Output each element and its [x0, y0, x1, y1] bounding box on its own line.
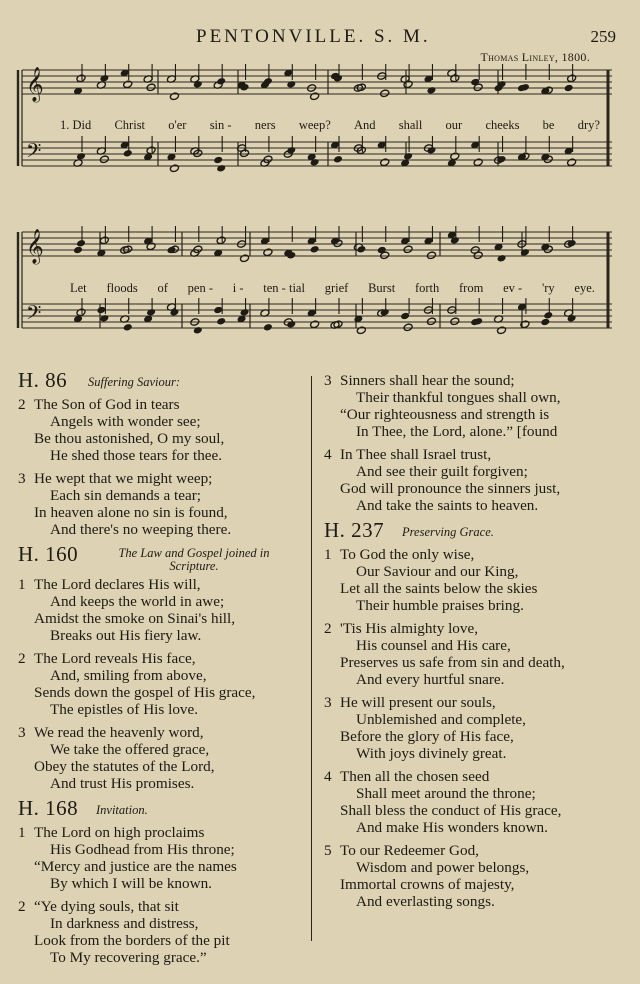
verse-line: “Mercy and justice are the names [34, 858, 237, 875]
note-head [123, 323, 133, 332]
note-head [543, 311, 553, 320]
hymn-title: Suffering Saviour: [88, 375, 181, 389]
verse-line: And there's no weeping there. [50, 521, 232, 538]
note-head [403, 80, 413, 89]
stanza-number: 3 [18, 470, 26, 487]
stanza-number: 3 [324, 694, 332, 711]
note-head [169, 164, 179, 173]
note-head [333, 155, 343, 164]
stanza-number: 1 [324, 546, 332, 563]
note-head [123, 80, 133, 89]
lyric-syllable: i - [232, 281, 244, 295]
note-head [310, 92, 320, 101]
note-head [146, 83, 156, 92]
page-number: 259 [590, 27, 616, 46]
stanza [324, 546, 624, 614]
note-head [356, 326, 366, 335]
note-head [169, 308, 179, 317]
stanza [324, 842, 624, 910]
hymn-title: The Law and Gospel joined in Scripture. [118, 546, 270, 573]
hymn-title: Preserving Grace. [402, 525, 494, 539]
note-head [76, 239, 86, 248]
verse-line: Shall meet around the throne; [356, 785, 536, 802]
note-head [497, 254, 507, 263]
hymn-number: H. 160 [18, 542, 79, 566]
verse-line: To My recovering grace.” [50, 949, 207, 966]
note-head [263, 323, 273, 332]
note-head [240, 149, 250, 158]
note-head [380, 89, 390, 98]
verse-text: 'Tis His almighty love, [340, 620, 479, 637]
note-head [216, 317, 226, 326]
verse-line: Our Saviour and our King, [356, 563, 519, 580]
verse-line: In darkness and distress, [50, 915, 199, 932]
note-head [240, 254, 250, 263]
verse-text: To our Redeemer God, [340, 842, 479, 859]
stanza-number: 3 [324, 372, 332, 389]
note-head [240, 308, 250, 317]
hymn-number: H. 168 [18, 796, 79, 820]
lyric-syllable: our [445, 118, 463, 132]
note-head [403, 323, 413, 332]
lyrics-line-2 [70, 281, 595, 296]
note-head [286, 320, 296, 329]
verse-text: The Lord reveals His face, [34, 650, 196, 667]
verse-line [324, 694, 624, 711]
note-head [263, 155, 273, 164]
note-head [216, 164, 226, 173]
note-head [76, 74, 86, 83]
verse-line: And trust His promises. [50, 775, 195, 792]
stanza-number: 2 [18, 396, 26, 413]
verse-text: He will present our souls, [340, 694, 496, 711]
verse-text: The Son of God in tears [34, 396, 180, 413]
verse-line: We take the offered grace, [50, 741, 210, 758]
verse-line: Look from the borders of the pit [34, 932, 230, 949]
bass-clef-icon: 𝄢 [26, 139, 42, 167]
verse-line [18, 576, 298, 593]
page-header [0, 26, 640, 50]
lyric-syllable: cheeks [485, 118, 520, 132]
note-head [213, 156, 223, 165]
lyric-syllable: 1. Did [60, 118, 92, 132]
note-head [473, 158, 483, 167]
lyric-syllable: ten - tial [263, 281, 305, 295]
stanza-number: 2 [18, 898, 26, 915]
verse-text: We read the heavenly word, [34, 724, 204, 741]
verse-line [324, 842, 624, 859]
verse-line: Be thou astonished, O my soul, [34, 430, 225, 447]
lyric-syllable: floods [106, 281, 138, 295]
bass-clef-icon: 𝄢 [26, 301, 42, 329]
note-head [193, 245, 203, 254]
lyric-syllable: Christ [114, 118, 146, 132]
verse-line [18, 396, 298, 413]
note-head [216, 77, 226, 86]
note-head [450, 74, 460, 83]
lyric-syllable: Burst [368, 281, 396, 295]
lyrics-line-1 [60, 118, 600, 133]
note-head [567, 158, 577, 167]
stanza [18, 576, 298, 644]
stanza [18, 898, 298, 966]
verse-line [324, 768, 624, 785]
lyric-syllable: from [459, 281, 484, 295]
note-head [403, 152, 413, 161]
stanza-number: 2 [324, 620, 332, 637]
verse-text: He wept that we might weep; [34, 470, 213, 487]
note-head [497, 326, 507, 335]
verse-line: Let all the saints below the skies [340, 580, 538, 597]
treble-clef-icon: 𝄞 [26, 229, 44, 264]
right-column [324, 372, 624, 916]
verse-line: By which I will be known. [50, 875, 212, 892]
verse-line [18, 470, 298, 487]
lyric-syllable: be [542, 118, 555, 132]
verse-text: Then all the chosen seed [340, 768, 490, 785]
verse-line: “Our righteousness and strength is [340, 406, 550, 423]
hymn-number: H. 237 [324, 518, 385, 542]
column-divider [311, 376, 312, 941]
verse-line: And see their guilt forgiven; [356, 463, 528, 480]
note-head [426, 86, 436, 95]
note-head [310, 245, 320, 254]
verse-line [324, 446, 624, 463]
note-head [567, 314, 577, 323]
lyric-syllable: dry? [577, 118, 600, 132]
verse-line [324, 372, 624, 389]
note-head [193, 80, 203, 89]
verse-line: And everlasting songs. [356, 893, 495, 910]
stanza-number: 4 [324, 446, 332, 463]
verse-line: Sends down the gospel of His grace, [34, 684, 256, 701]
stanza [324, 768, 624, 836]
stanza-number: 1 [18, 576, 26, 593]
verse-line: Before the glory of His face, [340, 728, 514, 745]
lyric-syllable: o'er [168, 118, 187, 132]
stanza [324, 372, 624, 440]
treble-clef-icon: 𝄞 [26, 67, 44, 102]
verse-text: To God the only wise, [340, 546, 475, 563]
verse-line: His counsel and His care, [356, 637, 511, 654]
verse-line: With joys divinely great. [356, 745, 507, 762]
lyric-syllable: 'ry [541, 281, 555, 295]
verse-line [324, 620, 624, 637]
verse-text: The Lord declares His will, [34, 576, 201, 593]
left-column [18, 368, 298, 972]
note-head [73, 246, 83, 255]
verse-line: In heaven alone no sin is found, [34, 504, 228, 521]
composer-credit: Thomas Linley, 1800. [480, 50, 590, 64]
verse-line: Amidst the smoke on Sinai's hill, [34, 610, 236, 627]
hymn-number: H. 86 [18, 368, 68, 392]
lyric-syllable: eye. [574, 281, 595, 295]
verse-line: He shed those tears for thee. [50, 447, 223, 464]
note-head [426, 251, 436, 260]
hymn-heading [18, 542, 298, 576]
verse-line: Their thankful tongues shall own, [356, 389, 561, 406]
hymn-heading [324, 518, 624, 546]
note-head [99, 236, 109, 245]
lyric-syllable: sin - [209, 118, 232, 132]
stanza-number: 3 [18, 724, 26, 741]
note-head [286, 80, 296, 89]
lyric-syllable: weep? [298, 118, 331, 132]
stanza [18, 650, 298, 718]
verse-line: And, smiling from above, [50, 667, 207, 684]
note-head [193, 326, 203, 335]
verse-line: And every hurtful snare. [356, 671, 505, 688]
lyric-syllable: ners [254, 118, 276, 132]
lyric-syllable: Let [70, 281, 87, 295]
verse-line: Breaks out His fiery law. [50, 627, 202, 644]
stanza [324, 620, 624, 688]
verse-text: The Lord on high proclaims [34, 824, 205, 841]
stanza-number: 1 [18, 824, 26, 841]
verse-line: Each sin demands a tear; [50, 487, 201, 504]
hymn-title: Invitation. [96, 803, 148, 817]
lyric-syllable: pen - [187, 281, 213, 295]
verse-line [18, 824, 298, 841]
tune-name: PENTONVILLE. S. M. [196, 26, 431, 47]
stanza [18, 724, 298, 792]
verse-line: And make His wonders known. [356, 819, 548, 836]
verse-line: Their humble praises bring. [356, 597, 524, 614]
stanza-number: 5 [324, 842, 332, 859]
verse-text: Sinners shall hear the sound; [340, 372, 515, 389]
note-head [567, 74, 577, 83]
note-head [450, 152, 460, 161]
note-head [310, 320, 320, 329]
verse-line [18, 650, 298, 667]
note-head [286, 146, 296, 155]
note-head [564, 84, 574, 93]
verse-line: Shall bless the conduct of His grace, [340, 802, 562, 819]
note-head [216, 236, 226, 245]
lyric-syllable: grief [324, 281, 349, 295]
stanza [18, 470, 298, 538]
note-head [380, 158, 390, 167]
note-head [263, 248, 273, 257]
note-head [473, 251, 483, 260]
note-head [76, 152, 86, 161]
verse-line: Immortal crowns of majesty, [340, 876, 515, 893]
verse-line: Unblemished and complete, [356, 711, 526, 728]
lyric-syllable: shall [398, 118, 423, 132]
lyric-syllable: ev - [503, 281, 523, 295]
note-head [356, 245, 366, 254]
verse-line: Obey the statutes of the Lord, [34, 758, 215, 775]
verse-line: Angels with wonder see; [50, 413, 201, 430]
note-head [76, 308, 86, 317]
note-head [169, 92, 179, 101]
hymn-heading [18, 368, 298, 396]
note-head [146, 146, 156, 155]
note-head [426, 317, 436, 326]
note-head [450, 317, 460, 326]
verse-text: In Thee shall Israel trust, [340, 446, 492, 463]
note-head [99, 314, 109, 323]
verse-line: And keeps the world in awe; [50, 593, 225, 610]
note-head [99, 74, 109, 83]
stanza [324, 446, 624, 514]
note-head [540, 318, 550, 327]
verse-text: “Ye dying souls, that sit [34, 898, 179, 915]
verse-line: Preserves us safe from sin and death, [340, 654, 565, 671]
lyric-syllable: And [353, 118, 376, 132]
note-head [123, 149, 133, 158]
verse-line: The epistles of His love. [50, 701, 199, 718]
verse-line [18, 724, 298, 741]
stanza [324, 694, 624, 762]
verse-line [18, 898, 298, 915]
note-head [426, 146, 436, 155]
verse-line [324, 546, 624, 563]
verse-line: In Thee, the Lord, alone.” [found [356, 423, 558, 440]
stanza-number: 4 [324, 768, 332, 785]
lyric-syllable: forth [414, 281, 440, 295]
note-head [99, 155, 109, 164]
verse-line: God will pronounce the sinners just, [340, 480, 561, 497]
lyric-syllable: of [157, 281, 168, 295]
stanza-number: 2 [18, 650, 26, 667]
stanza [18, 396, 298, 464]
verse-line: Wisdom and power belongs, [356, 859, 530, 876]
note-head [403, 245, 413, 254]
hymn-heading [18, 796, 298, 824]
verse-line: His Godhead from His throne; [50, 841, 235, 858]
verse-line: And take the saints to heaven. [356, 497, 539, 514]
stanza [18, 824, 298, 892]
note-head [146, 308, 156, 317]
